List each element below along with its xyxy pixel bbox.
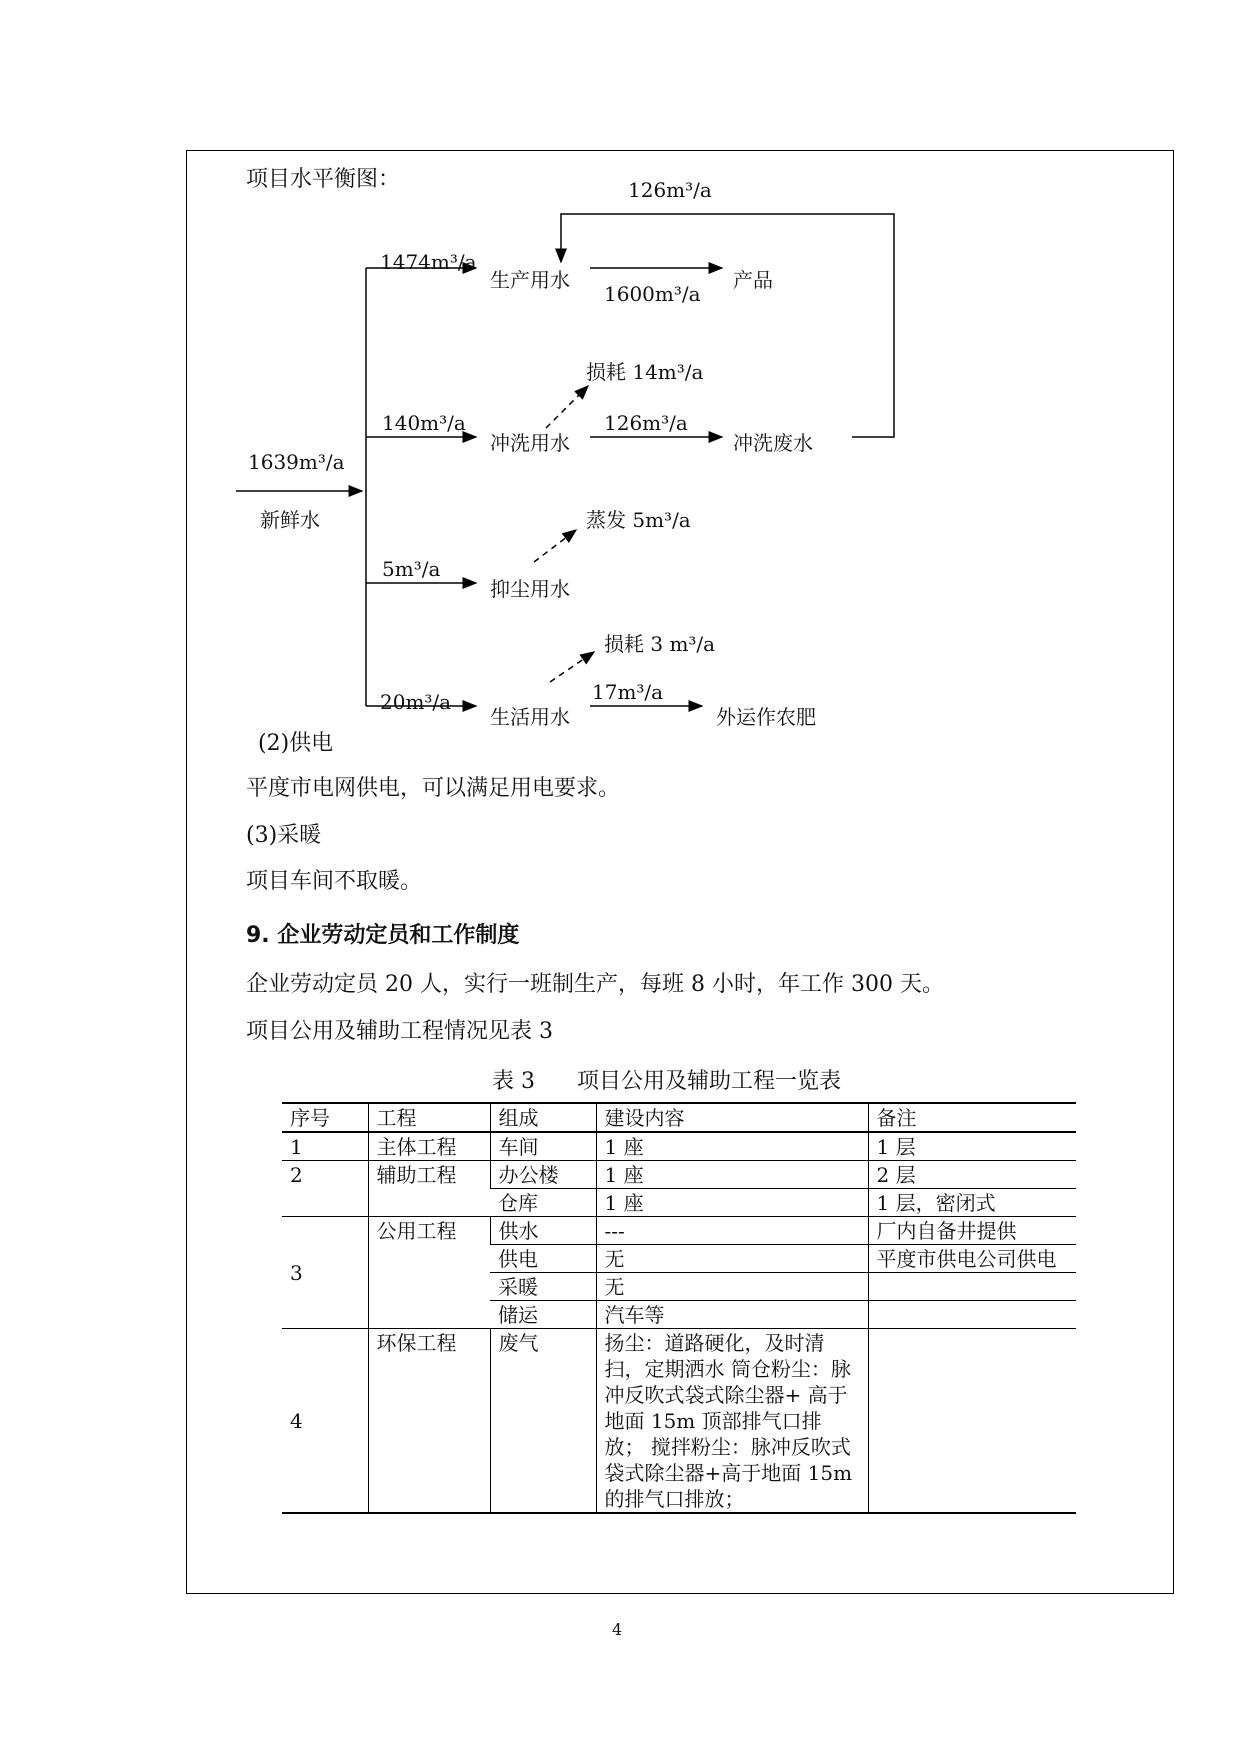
cell-content: 无 [596, 1245, 868, 1273]
header-note: 备注 [868, 1103, 1076, 1132]
cell-content: 无 [596, 1273, 868, 1301]
cell-engineering: 公用工程 [368, 1217, 490, 1329]
cell-component: 供电 [490, 1245, 596, 1273]
flow-to-production: 1474m³/a [380, 250, 477, 274]
table-row [282, 1132, 1076, 1161]
cell-note: 2 层 [868, 1161, 1076, 1189]
cell-component: 采暖 [490, 1273, 596, 1301]
node-production: 生产用水 [490, 268, 570, 292]
header-engineering: 工程 [368, 1103, 490, 1132]
page-number: 4 [612, 1620, 623, 1639]
node-dust: 抑尘用水 [490, 577, 570, 601]
cell-note: 厂内自备井提供 [868, 1217, 1076, 1245]
header-content: 建设内容 [596, 1103, 868, 1132]
node-living: 生活用水 [490, 705, 570, 729]
heat-heading: (3)采暖 [246, 823, 322, 848]
table-reference: 项目公用及辅助工程情况见表 3 [246, 1019, 553, 1044]
cell-content: 汽车等 [596, 1301, 868, 1329]
cell-no: 1 [282, 1132, 368, 1161]
node-fertilizer: 外运作农肥 [716, 705, 816, 729]
cell-component: 办公楼 [490, 1161, 596, 1189]
diagram-title: 项目水平衡图： [246, 167, 401, 192]
node-loss-washing: 损耗 14m³/a [586, 360, 704, 384]
node-fresh-water: 新鲜水 [260, 508, 320, 532]
cell-engineering: 环保工程 [368, 1329, 490, 1514]
node-loss-living: 损耗 3 m³/a [604, 632, 716, 656]
heat-text: 项目车间不取暖。 [246, 869, 423, 894]
arrow-loss-living [550, 652, 594, 682]
header-component: 组成 [490, 1103, 596, 1132]
cell-note [868, 1273, 1076, 1301]
flow-recycle: 126m³/a [628, 178, 712, 202]
cell-component: 供水 [490, 1217, 596, 1245]
flow-washing-out: 126m³/a [604, 411, 688, 435]
arrow-loss-washing [546, 386, 588, 428]
cell-content: 1 座 [596, 1132, 868, 1161]
cell-component: 仓库 [490, 1189, 596, 1217]
power-text: 平度市电网供电，可以满足用电要求。 [246, 776, 621, 801]
cell-note: 平度市供电公司供电 [868, 1245, 1076, 1273]
labor-text: 企业劳动定员 20 人，实行一班制生产，每班 8 小时，年工作 300 天。 [246, 972, 944, 997]
cell-no: 2 [282, 1161, 368, 1217]
engineering-table [282, 1102, 1076, 1514]
table-row [282, 1217, 1076, 1245]
power-heading: (2)供电 [258, 731, 334, 756]
table-header-row [282, 1103, 1076, 1132]
header-no: 序号 [282, 1103, 368, 1132]
flow-to-living: 20m³/a [380, 690, 452, 714]
cell-engineering: 主体工程 [368, 1132, 490, 1161]
cell-content: 扬尘：道路硬化，及时清扫，定期洒水 筒仓粉尘：脉冲反吹式袋式除尘器+ 高于地面 15m 顶部排气口排放； 搅拌粉尘：脉冲反吹式袋式除尘器+高于地面 15m 的排气口排放； [596, 1329, 868, 1514]
table-row [282, 1161, 1076, 1189]
table-caption: 表 3 项目公用及辅助工程一览表 [492, 1069, 841, 1094]
table-row [282, 1329, 1076, 1514]
cell-engineering: 辅助工程 [368, 1161, 490, 1217]
cell-content: --- [596, 1217, 868, 1245]
flow-fresh-water: 1639m³/a [248, 450, 345, 474]
arrow-evap-dust [534, 530, 576, 562]
cell-note: 1 层 [868, 1132, 1076, 1161]
cell-no: 3 [282, 1217, 368, 1329]
cell-content: 1 座 [596, 1161, 868, 1189]
flow-production-out: 1600m³/a [604, 282, 701, 306]
flow-to-washing: 140m³/a [382, 411, 466, 435]
cell-note: 1 层，密闭式 [868, 1189, 1076, 1217]
labor-heading: 9. 企业劳动定员和工作制度 [246, 923, 520, 948]
cell-content: 1 座 [596, 1189, 868, 1217]
flow-to-dust: 5m³/a [382, 557, 441, 581]
node-evaporation: 蒸发 5m³/a [586, 508, 691, 532]
node-washing: 冲洗用水 [490, 431, 570, 455]
node-product: 产品 [733, 268, 773, 292]
cell-no: 4 [282, 1329, 368, 1514]
arrow-recycle [561, 214, 894, 437]
cell-component: 废气 [490, 1329, 596, 1514]
cell-note [868, 1329, 1076, 1514]
cell-component: 储运 [490, 1301, 596, 1329]
cell-note [868, 1301, 1076, 1329]
node-wash-waste: 冲洗废水 [733, 431, 813, 455]
cell-component: 车间 [490, 1132, 596, 1161]
flow-living-out: 17m³/a [592, 680, 664, 704]
